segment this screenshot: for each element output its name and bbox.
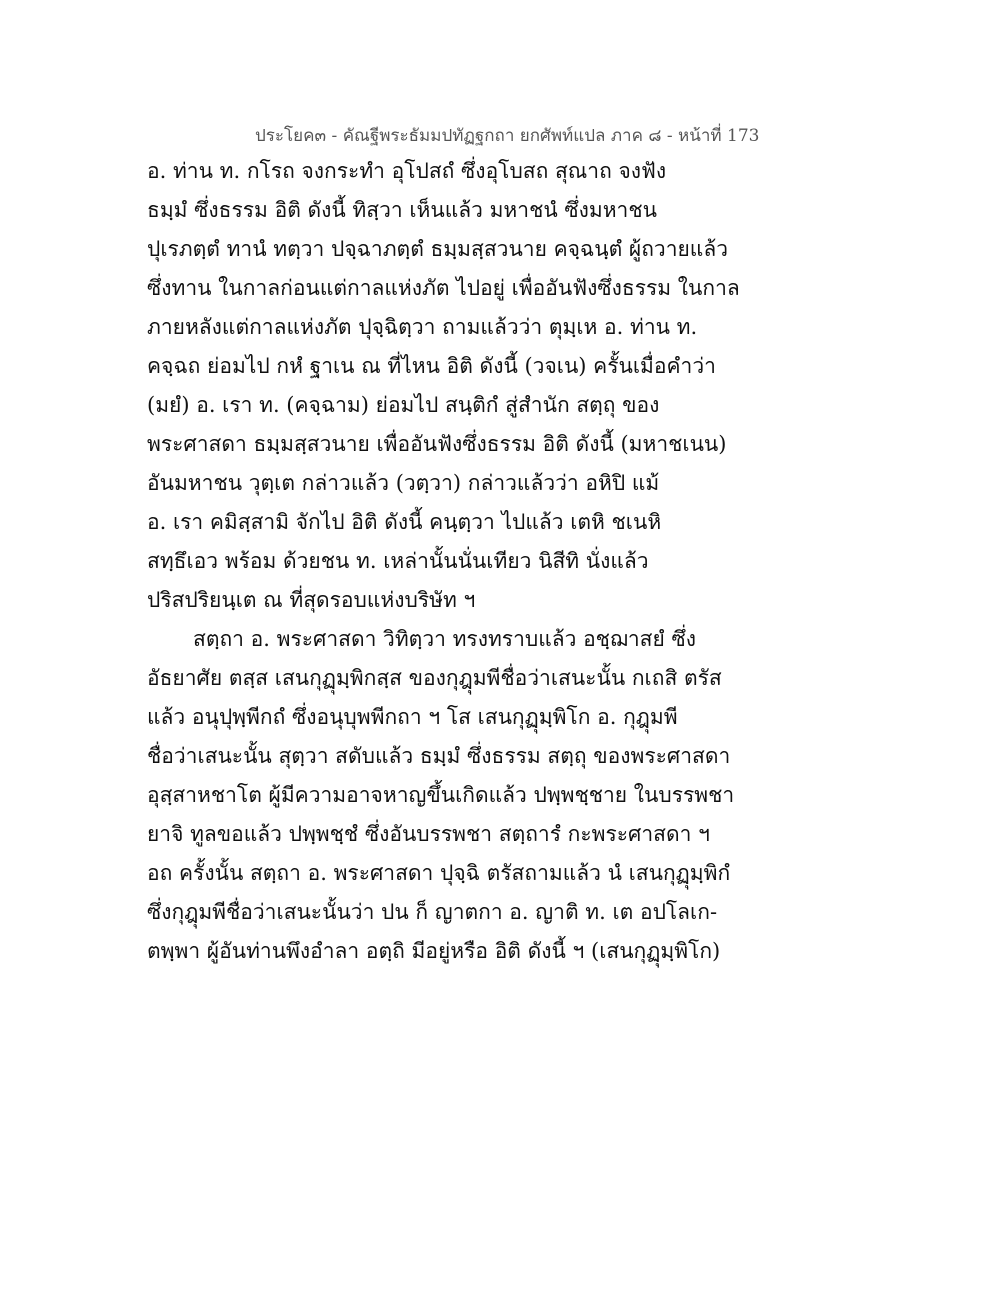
- text-line: ภายหลังแต่กาลแห่งภัต ปุจฺฉิตฺวา ถามแล้วว่า ตุมฺเห อ. ท่าน ท.: [147, 315, 698, 339]
- text-line: แล้ว อนุปุพฺพีกถํ ซึ่งอนุบุพพีกถา ฯ โส เสนกุฏุมฺพิโก อ. กุฎุมพี: [147, 705, 678, 729]
- text-line: ยาจิ ทูลขอแล้ว ปพฺพชฺชํ ซึ่งอันบรรพชา สตฺถารํ กะพระศาสดา ฯ: [147, 822, 710, 846]
- text-line: อันมหาชน วุตฺเต กล่าวแล้ว (วตฺวา) กล่าวแล้วว่า อหิปิ แม้: [147, 471, 660, 495]
- paragraph-start-line: สตฺถา อ. พระศาสดา วิทิตฺวา ทรงทราบแล้ว อชฺฌาสยํ ซึ่ง: [193, 627, 696, 651]
- text-line: ธมฺมํ ซึ่งธรรม อิติ ดังนี้ ทิสฺวา เห็นแล้ว มหาชนํ ซึ่งมหาชน: [147, 198, 657, 222]
- text-line: อัธยาศัย ตสฺส เสนกุฏุมฺพิกสฺส ของกุฎุมพีชื่อว่าเสนะนั้น กเถสิ ตรัส: [147, 666, 722, 690]
- text-line: (มยํ) อ. เรา ท. (คจฺฉาม) ย่อมไป สนฺติกํ สู่สำนัก สตฺถุ ของ: [147, 393, 660, 417]
- text-line: ชื่อว่าเสนะนั้น สุตฺวา สดับแล้ว ธมฺมํ ซึ่งธรรม สตฺถุ ของพระศาสดา: [147, 744, 731, 768]
- text-line: ตพฺพา ผู้อันท่านพึงอำลา อตฺถิ มีอยู่หรือ อิติ ดังนี้ ฯ (เสนกุฏุมฺพิโก): [147, 939, 721, 963]
- text-line: อถ ครั้งนั้น สตฺถา อ. พระศาสดา ปุจฺฉิ ตรัสถามแล้ว นํ เสนกุฏุมฺพิกํ: [147, 861, 731, 885]
- text-line: อ. เรา คมิสฺสามิ จักไป อิติ ดังนี้ คนฺตฺวา ไปแล้ว เตหิ ชเนหิ: [147, 510, 662, 534]
- body-text: [147, 152, 747, 971]
- text-line: ปุเรภตฺตํ ทานํ ทตฺวา ปจฺฉาภตฺตํ ธมฺมสฺสวนาย คจฺฉนฺตํ ผู้ถวายแล้ว: [147, 237, 728, 261]
- text-line: สทฺธึเอว พร้อม ด้วยชน ท. เหล่านั้นนั่นเทียว นิสีทิ นั่งแล้ว: [147, 549, 649, 573]
- text-line: ปริสปริยนฺเต ณ ที่สุดรอบแห่งบริษัท ฯ: [147, 588, 476, 612]
- text-line: อ. ท่าน ท. กโรถ จงกระทำ อุโปสถํ ซึ่งอุโบสถ สุณาถ จงฟัง: [147, 159, 667, 183]
- text-line: ซึ่งกุฎุมพีชื่อว่าเสนะนั้นว่า ปน ก็ ญาตกา อ. ญาติ ท. เต อปโลเก-: [147, 900, 718, 924]
- text-line: คจฺฉถ ย่อมไป กหํ ฐาเน ณ ที่ไหน อิติ ดังนี้ (วจเน) ครั้นเมื่อคำว่า: [147, 354, 716, 378]
- page-header: ประโยค๓ - คัณฐีพระธัมมปทัฏฐกถา ยกศัพท์แปล ภาค ๘ - หน้าที่ 173: [255, 126, 760, 146]
- text-line: พระศาสดา ธมฺมสฺสวนาย เพื่ออันฟังซึ่งธรรม อิติ ดังนี้ (มหาชเนน): [147, 432, 727, 456]
- text-line: อุสฺสาหชาโต ผู้มีความอาจหาญขึ้นเกิดแล้ว ปพฺพชฺชาย ในบรรพชา: [147, 783, 735, 807]
- text-line: ซึ่งทาน ในกาลก่อนแต่กาลแห่งภัต ไปอยู่ เพื่ออันฟังซึ่งธรรม ในกาล: [147, 276, 740, 300]
